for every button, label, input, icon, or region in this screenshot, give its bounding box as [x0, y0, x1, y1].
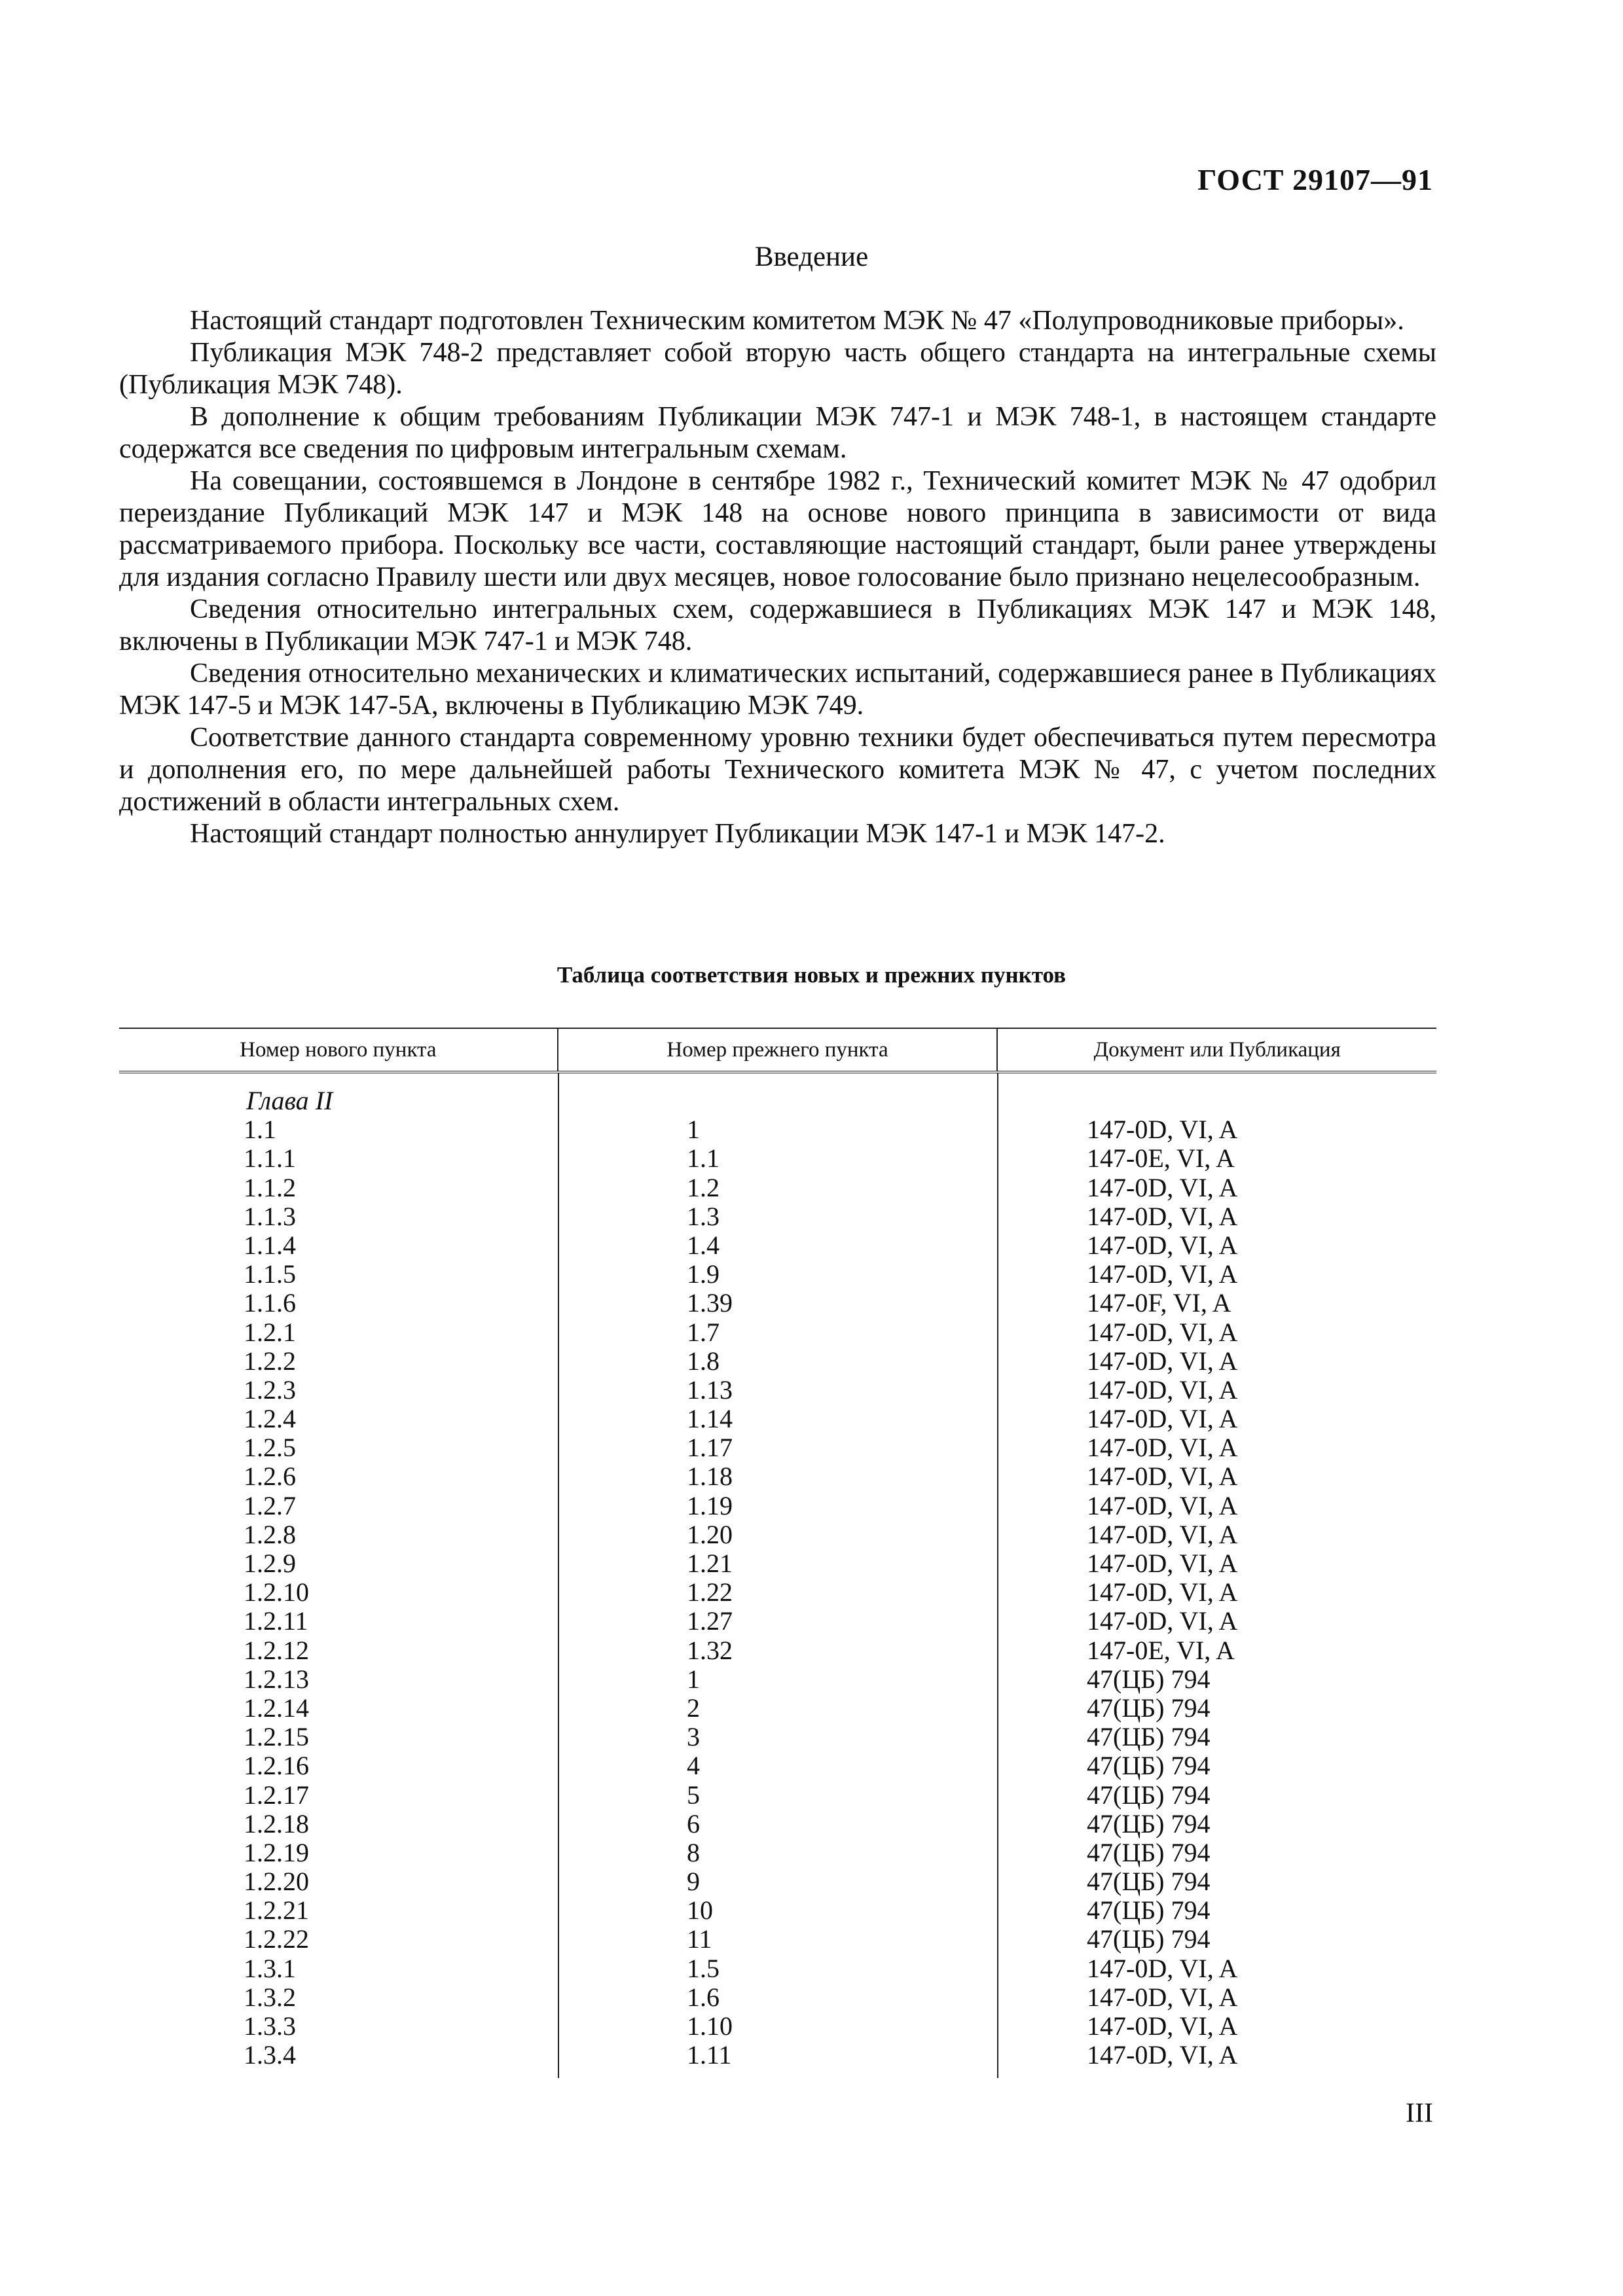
- cell-document: 147-0E, VI, A: [1087, 1635, 1235, 1665]
- cell-new-item: 1.1.6: [244, 1288, 296, 1318]
- cell-old-item: 1.14: [687, 1404, 733, 1434]
- header-new-item: Номер нового пункта: [240, 1037, 437, 1062]
- cell-document: 47(ЦБ) 794: [1087, 1867, 1211, 1897]
- cell-document: 147-0D, VI, A: [1087, 1374, 1238, 1405]
- cell-new-item: 1.2.13: [244, 1664, 309, 1694]
- cell-new-item: 1.2.20: [244, 1867, 309, 1897]
- cell-new-item: 1.1.3: [244, 1201, 296, 1231]
- cell-new-item: 1.2.17: [244, 1780, 309, 1810]
- cell-new-item: 1.2.10: [244, 1577, 309, 1607]
- table-header-row: [119, 1028, 1436, 1073]
- intro-paragraph: Настоящий стандарт полностью аннулирует Публикации МЭК 147-1 и МЭК 147-2.: [190, 819, 1165, 849]
- cell-new-item: 1.1.1: [244, 1143, 296, 1174]
- cell-new-item: 1.2.14: [244, 1693, 309, 1723]
- cell-document: 147-0D, VI, A: [1087, 1982, 1238, 2012]
- cell-new-item: 1.3.1: [244, 1953, 296, 1983]
- cell-new-item: 1.2.12: [244, 1635, 309, 1665]
- cell-document: 147-0D, VI, A: [1087, 1230, 1238, 1260]
- cell-document: 147-0D, VI, A: [1087, 1201, 1238, 1231]
- cell-document: 47(ЦБ) 794: [1087, 1837, 1211, 1867]
- table-body: [119, 1073, 1436, 2078]
- intro-paragraph: Соответствие данного стандарта современному уровню техники будет обеспечиваться путем пересмотра и дополнения его, по мере дальнейшей работы Технического комитета МЭК № 47, с учетом последних достижений в области интегральных схем.: [119, 723, 1436, 817]
- cell-old-item: 9: [687, 1867, 700, 1897]
- cell-document: 47(ЦБ) 794: [1087, 1808, 1211, 1839]
- cell-old-item: 4: [687, 1751, 700, 1781]
- correspondence-table: [119, 1028, 1436, 2078]
- intro-paragraph: Сведения относительно интегральных схем, содержавшиеся в Публикациях МЭК 147 и МЭК 148, включены в Публикации МЭК 747-1 и МЭК 748.: [119, 594, 1436, 656]
- cell-new-item: 1.2.2: [244, 1346, 296, 1376]
- intro-paragraph: Сведения относительно механических и климатических испытаний, содержавшиеся ранее в Публикациях МЭК 147-5 и МЭК 147-5А, включены в Публикацию МЭК 749.: [119, 658, 1436, 721]
- cell-new-item: 1.2.16: [244, 1751, 309, 1781]
- cell-document: 47(ЦБ) 794: [1087, 1895, 1211, 1926]
- intro-paragraph: Публикация МЭК 748-2 представляет собой вторую часть общего стандарта на интегральные схемы (Публикация МЭК 748).: [119, 338, 1436, 400]
- header-document: Документ или Публикация: [996, 1029, 1436, 1071]
- intro-paragraph: На совещании, состоявшемся в Лондоне в сентябре 1982 г., Технический комитет МЭК № 47 одобрил переиздание Публикаций МЭК 147 и МЭК 148 на основе нового принципа в зависимости от вида рассматриваемого прибора. Поскольку все части, составляющие настоящий стандарт, были ранее утверждены для издания согласно Правилу шести или двух месяцев, новое голосование было признано нецелесообразным.: [119, 466, 1436, 592]
- cell-new-item: 1.2.7: [244, 1490, 296, 1520]
- chapter-spacer: [687, 1086, 997, 1115]
- cell-document: 47(ЦБ) 794: [1087, 1664, 1211, 1694]
- cell-document: 147-0D, VI, A: [1087, 1953, 1238, 1983]
- cell-document: 147-0D, VI, A: [1087, 1519, 1238, 1549]
- cell-old-item: 1.13: [687, 1374, 733, 1405]
- section-title: Введение: [754, 242, 869, 272]
- cell-old-item: 11: [687, 1924, 712, 1954]
- page-number: III: [1406, 2098, 1433, 2128]
- column-new-item: [119, 1073, 558, 2078]
- cell-new-item: 1.2.6: [244, 1462, 296, 1492]
- cell-old-item: 1.39: [687, 1288, 733, 1318]
- column-document: [997, 1073, 1436, 2078]
- cell-old-item: 1.32: [687, 1635, 733, 1665]
- cell-old-item: 1: [687, 1664, 700, 1694]
- intro-paragraph: Настоящий стандарт подготовлен Техническим комитетом МЭК № 47 «Полупроводниковые приборы».: [190, 306, 1404, 336]
- cell-old-item: 1.17: [687, 1433, 733, 1463]
- cell-document: 47(ЦБ) 794: [1087, 1780, 1211, 1810]
- cell-new-item: 1.3.3: [244, 2011, 296, 2041]
- cell-new-item: 1.2.3: [244, 1374, 296, 1405]
- cell-document: 147-0D, VI, A: [1087, 1404, 1238, 1434]
- cell-document: 147-0D, VI, A: [1087, 1490, 1238, 1520]
- cell-new-item: 1.1: [244, 1115, 276, 1145]
- cell-new-item: 1.2.18: [244, 1808, 309, 1839]
- cell-old-item: 1.2: [687, 1172, 720, 1202]
- cell-document: 147-0F, VI, A: [1087, 1288, 1231, 1318]
- intro-text: [119, 305, 1436, 850]
- cell-new-item: 1.1.4: [244, 1230, 296, 1260]
- cell-document: 147-0D, VI, A: [1087, 2040, 1238, 2070]
- cell-document: 147-0D, VI, A: [1087, 1259, 1238, 1289]
- cell-old-item: 1.4: [687, 1230, 720, 1260]
- cell-new-item: 1.2.9: [244, 1549, 296, 1578]
- cell-old-item: 1.22: [687, 1577, 733, 1607]
- chapter-spacer: [1087, 1086, 1436, 1115]
- cell-old-item: 1.9: [687, 1259, 720, 1289]
- cell-new-item: 1.2.5: [244, 1433, 296, 1463]
- cell-document: 147-0D, VI, A: [1087, 1462, 1238, 1492]
- cell-new-item: 1.1.2: [244, 1172, 296, 1202]
- cell-document: 147-0D, VI, A: [1087, 1606, 1238, 1636]
- cell-document: 147-0D, VI, A: [1087, 1317, 1238, 1347]
- cell-document: 147-0D, VI, A: [1087, 1172, 1238, 1202]
- cell-document: 47(ЦБ) 794: [1087, 1924, 1211, 1954]
- cell-document: 47(ЦБ) 794: [1087, 1722, 1211, 1752]
- cell-document: 147-0D, VI, A: [1087, 1115, 1238, 1145]
- chapter-label: Глава II: [246, 1086, 333, 1115]
- cell-old-item: 5: [687, 1780, 700, 1810]
- cell-old-item: 10: [687, 1895, 713, 1926]
- cell-old-item: 1.19: [687, 1490, 733, 1520]
- cell-old-item: 1.10: [687, 2011, 733, 2041]
- cell-old-item: 1.21: [687, 1549, 733, 1578]
- header-old-item: Номер прежнего пункта: [557, 1029, 997, 1071]
- cell-old-item: 1.7: [687, 1317, 720, 1347]
- cell-old-item: 8: [687, 1837, 700, 1867]
- cell-old-item: 1: [687, 1115, 700, 1145]
- cell-old-item: 1.27: [687, 1606, 733, 1636]
- cell-old-item: 1.18: [687, 1462, 733, 1492]
- cell-old-item: 1.8: [687, 1346, 720, 1376]
- cell-document: 147-0E, VI, A: [1087, 1143, 1235, 1174]
- cell-old-item: 1.11: [687, 2040, 732, 2070]
- cell-old-item: 1.6: [687, 1982, 720, 2012]
- cell-old-item: 1.3: [687, 1201, 720, 1231]
- cell-document: 147-0D, VI, A: [1087, 1577, 1238, 1607]
- cell-old-item: 1.1: [687, 1143, 720, 1174]
- document-code: ГОСТ 29107—91: [1197, 163, 1433, 196]
- cell-new-item: 1.2.11: [244, 1606, 308, 1636]
- cell-old-item: 2: [687, 1693, 700, 1723]
- cell-document: 147-0D, VI, A: [1087, 1346, 1238, 1376]
- cell-new-item: 1.2.22: [244, 1924, 309, 1954]
- cell-old-item: 1.20: [687, 1519, 733, 1549]
- column-old-item: [558, 1073, 997, 2078]
- cell-new-item: 1.2.15: [244, 1722, 309, 1752]
- cell-document: 147-0D, VI, A: [1087, 2011, 1238, 2041]
- table-title: Таблица соответствия новых и прежних пунктов: [556, 962, 1067, 988]
- cell-old-item: 6: [687, 1808, 700, 1839]
- cell-new-item: 1.3.2: [244, 1982, 296, 2012]
- cell-new-item: 1.2.1: [244, 1317, 296, 1347]
- cell-document: 47(ЦБ) 794: [1087, 1751, 1211, 1781]
- cell-document: 47(ЦБ) 794: [1087, 1693, 1211, 1723]
- cell-document: 147-0D, VI, A: [1087, 1433, 1238, 1463]
- cell-new-item: 1.2.8: [244, 1519, 296, 1549]
- cell-new-item: 1.1.5: [244, 1259, 296, 1289]
- cell-new-item: 1.2.21: [244, 1895, 309, 1926]
- intro-paragraph: В дополнение к общим требованиям Публикации МЭК 747-1 и МЭК 748-1, в настоящем стандарте содержатся все сведения по цифровым интегральным схемам.: [119, 402, 1436, 464]
- cell-new-item: 1.3.4: [244, 2040, 296, 2070]
- cell-old-item: 1.5: [687, 1953, 720, 1983]
- cell-new-item: 1.2.4: [244, 1404, 296, 1434]
- cell-new-item: 1.2.19: [244, 1837, 309, 1867]
- cell-old-item: 3: [687, 1722, 700, 1752]
- cell-document: 147-0D, VI, A: [1087, 1549, 1238, 1578]
